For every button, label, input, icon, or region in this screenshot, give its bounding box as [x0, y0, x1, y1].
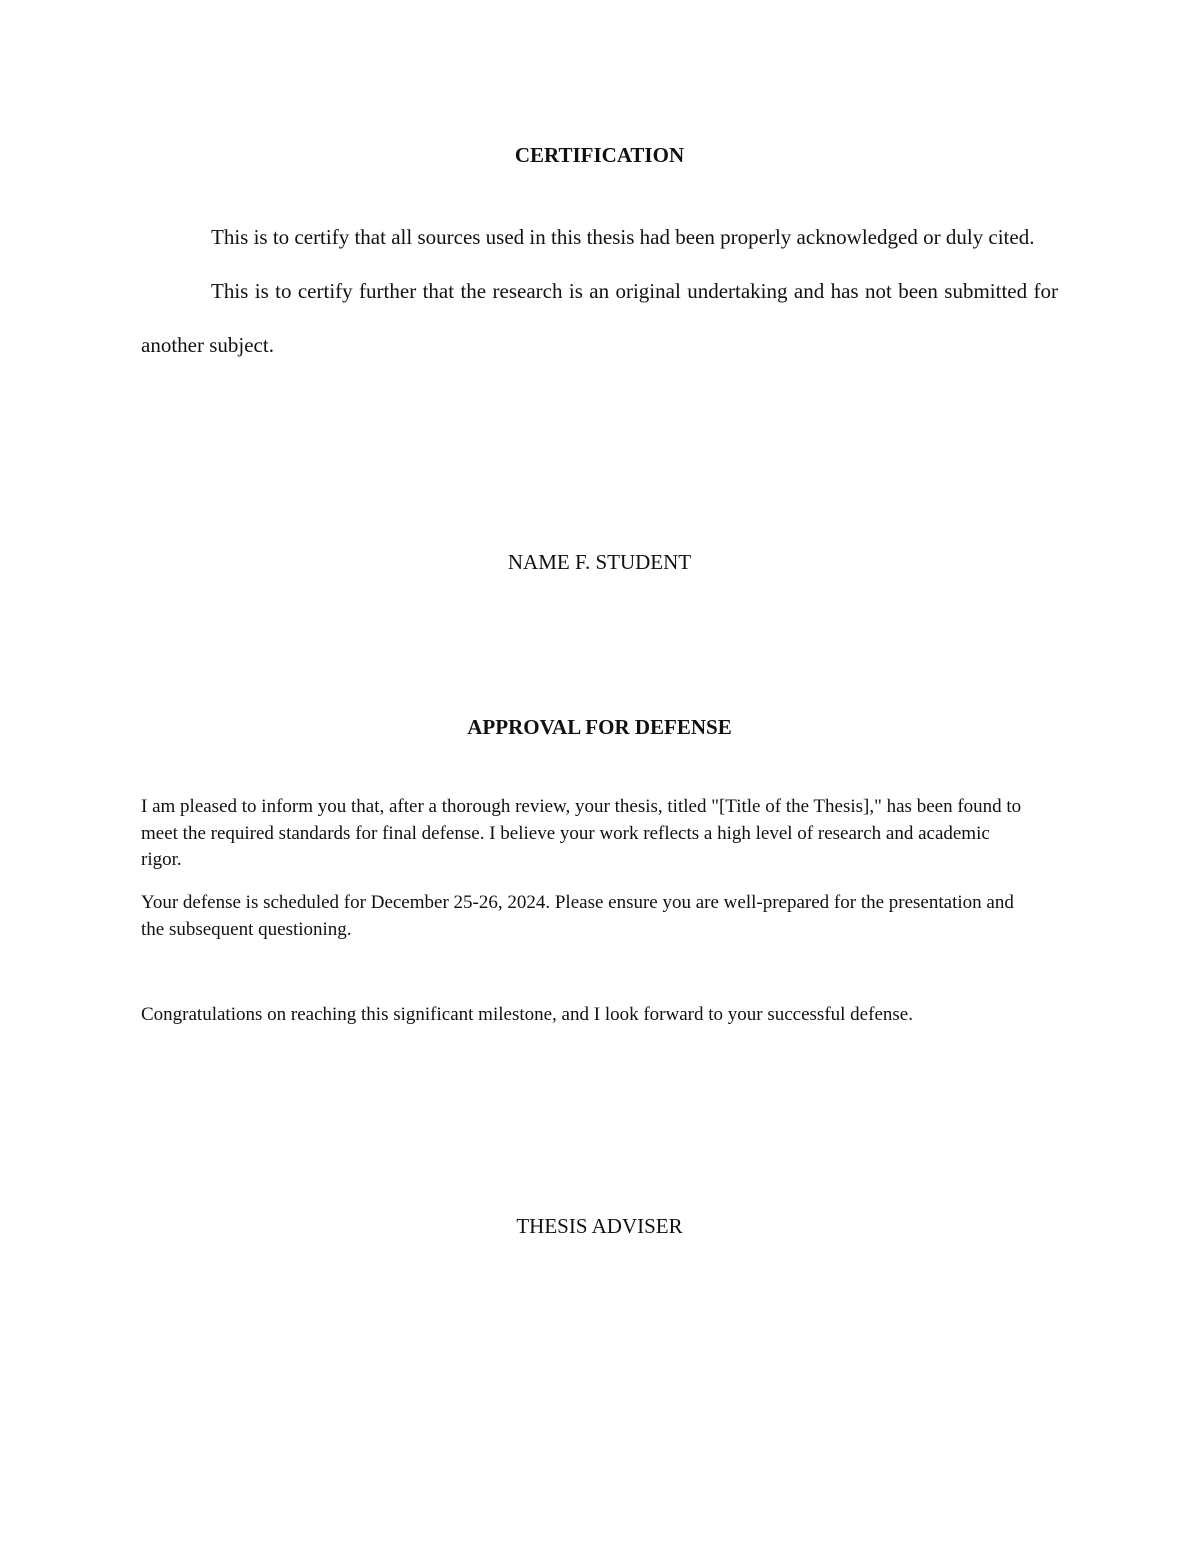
- adviser-title: THESIS ADVISER: [516, 1214, 683, 1238]
- student-signature-block: [141, 550, 1058, 575]
- approval-paragraph-3: Congratulations on reaching this significant milestone, and I look forward to your successful defense.: [141, 1004, 913, 1025]
- approval-title: APPROVAL FOR DEFENSE: [467, 715, 732, 739]
- approval-section: [141, 715, 1058, 740]
- approval-paragraph-1: I am pleased to inform you that, after a thorough review, your thesis, titled "[Title of the Thesis]," has been found to meet the required standards for final defense. I believe your work reflects a high level of research and academic rigor.: [141, 796, 1022, 870]
- certification-title: CERTIFICATION: [514, 143, 685, 167]
- adviser-signature-block: [141, 1214, 1058, 1239]
- certification-paragraph-1: This is to certify that all sources used in this thesis had been properly acknowledged or duly cited.: [211, 225, 1035, 249]
- student-name: NAME F. STUDENT: [507, 550, 692, 574]
- certification-paragraph-2: This is to certify further that the research is an original undertaking and has not been submitted for another subject.: [141, 279, 1058, 357]
- certification-section: [141, 143, 1058, 168]
- approval-paragraph-2-block: [141, 890, 1058, 943]
- certification-body: [141, 210, 1058, 372]
- approval-paragraph-2: Your defense is scheduled for December 25-26, 2024. Please ensure you are well-prepared for the presentation and the subsequent questioning.: [141, 892, 1014, 940]
- approval-paragraph-1-block: [141, 794, 1058, 874]
- approval-paragraph-3-block: [141, 1002, 1058, 1029]
